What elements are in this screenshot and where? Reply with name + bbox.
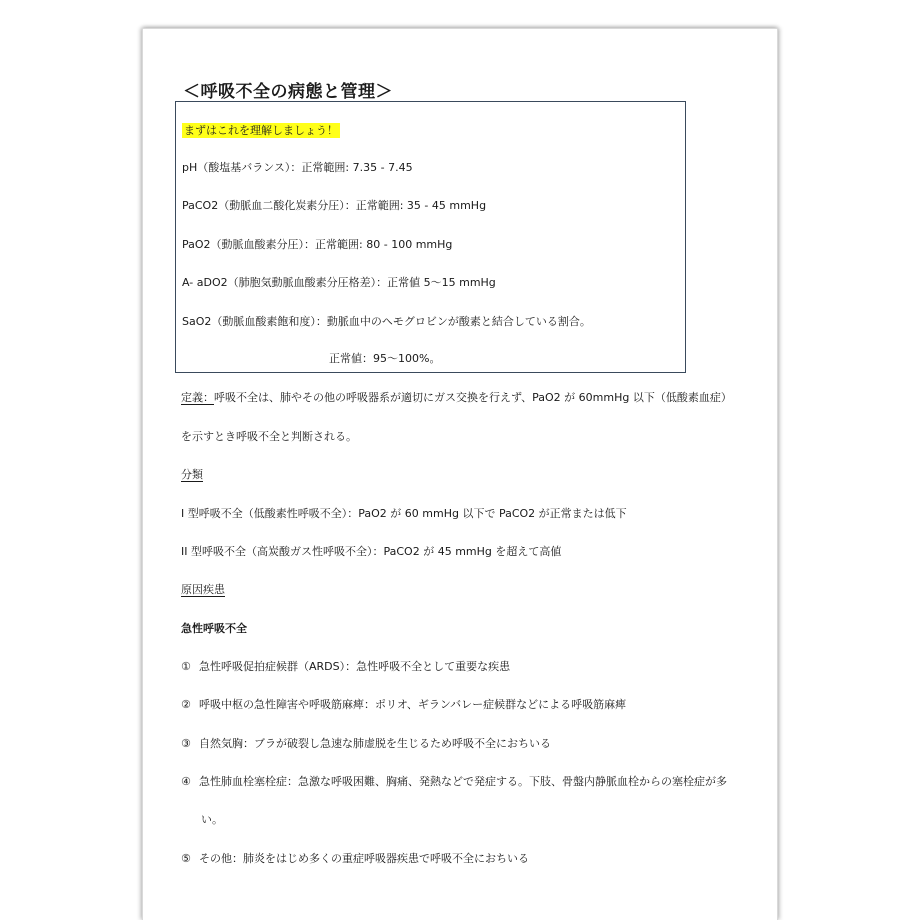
definition-line-2: を示すとき呼吸不全と判断される。 bbox=[181, 430, 357, 443]
definition-label: 定義： bbox=[181, 391, 214, 404]
highlight-text: まずはこれを理解しましょう！ bbox=[184, 124, 338, 137]
classification-type1: I 型呼吸不全（低酸素性呼吸不全）：PaO2 が 60 mmHg 以下で PaCO2 が正常または低下 bbox=[181, 507, 627, 520]
box-highlight-line bbox=[182, 122, 340, 138]
box-line-ph: pH（酸塩基バランス）：正常範囲: 7.35 - 7.45 bbox=[182, 161, 413, 174]
box-line-paco2: PaCO2（動脈血二酸化炭素分圧）：正常範囲: 35 - 45 mmHg bbox=[182, 199, 487, 212]
box-line-pao2: PaO2（動脈血酸素分圧）：正常範囲: 80 - 100 mmHg bbox=[182, 238, 453, 251]
box-line-sao2-normal: 正常値：95〜100%。 bbox=[329, 352, 441, 365]
key-values-box bbox=[175, 101, 686, 373]
definition-text-1: 呼吸不全は、肺やその他の呼吸器系が適切にガス交換を行えず、PaO2 が 60mmHg 以下（低酸素血症） bbox=[214, 391, 732, 404]
classification-heading: 分類 bbox=[181, 468, 203, 481]
cause-item: ④ 急性肺血栓塞栓症：急激な呼吸困難、胸痛、発熱などで発症する。下肢、骨盤内静脈血栓からの塞栓症が多 bbox=[181, 775, 727, 788]
box-line-sao2: SaO2（動脈血酸素飽和度）：動脈血中のヘモグロビンが酸素と結合している割合。 bbox=[182, 315, 591, 328]
cause-item: ② 呼吸中枢の急性障害や呼吸筋麻痺：ポリオ、ギランバレー症候群などによる呼吸筋麻痺 bbox=[181, 698, 627, 711]
classification-type2: II 型呼吸不全（高炭酸ガス性呼吸不全）：PaCO2 が 45 mmHg を超えて高値 bbox=[181, 545, 562, 558]
cause-item-continuation: い。 bbox=[201, 813, 223, 826]
causes-subheading: 急性呼吸不全 bbox=[181, 622, 247, 635]
cause-item: ① 急性呼吸促拍症候群（ARDS）：急性呼吸不全として重要な疾患 bbox=[181, 660, 511, 673]
cause-item: ③ 自然気胸：ブラが破裂し急速な肺虚脱を生じるため呼吸不全におちいる bbox=[181, 737, 551, 750]
cause-item: ⑤ その他：肺炎をはじめ多くの重症呼吸器疾患で呼吸不全におちいる bbox=[181, 852, 529, 865]
definition-line-1 bbox=[181, 389, 732, 405]
page-title: ＜呼吸不全の病態と管理＞ bbox=[183, 82, 393, 102]
document-page bbox=[142, 28, 778, 920]
causes-heading: 原因疾患 bbox=[181, 583, 225, 596]
box-line-aado2: A- aDO2（肺胞気動脈血酸素分圧格差）：正常値 5〜15 mmHg bbox=[182, 276, 496, 289]
